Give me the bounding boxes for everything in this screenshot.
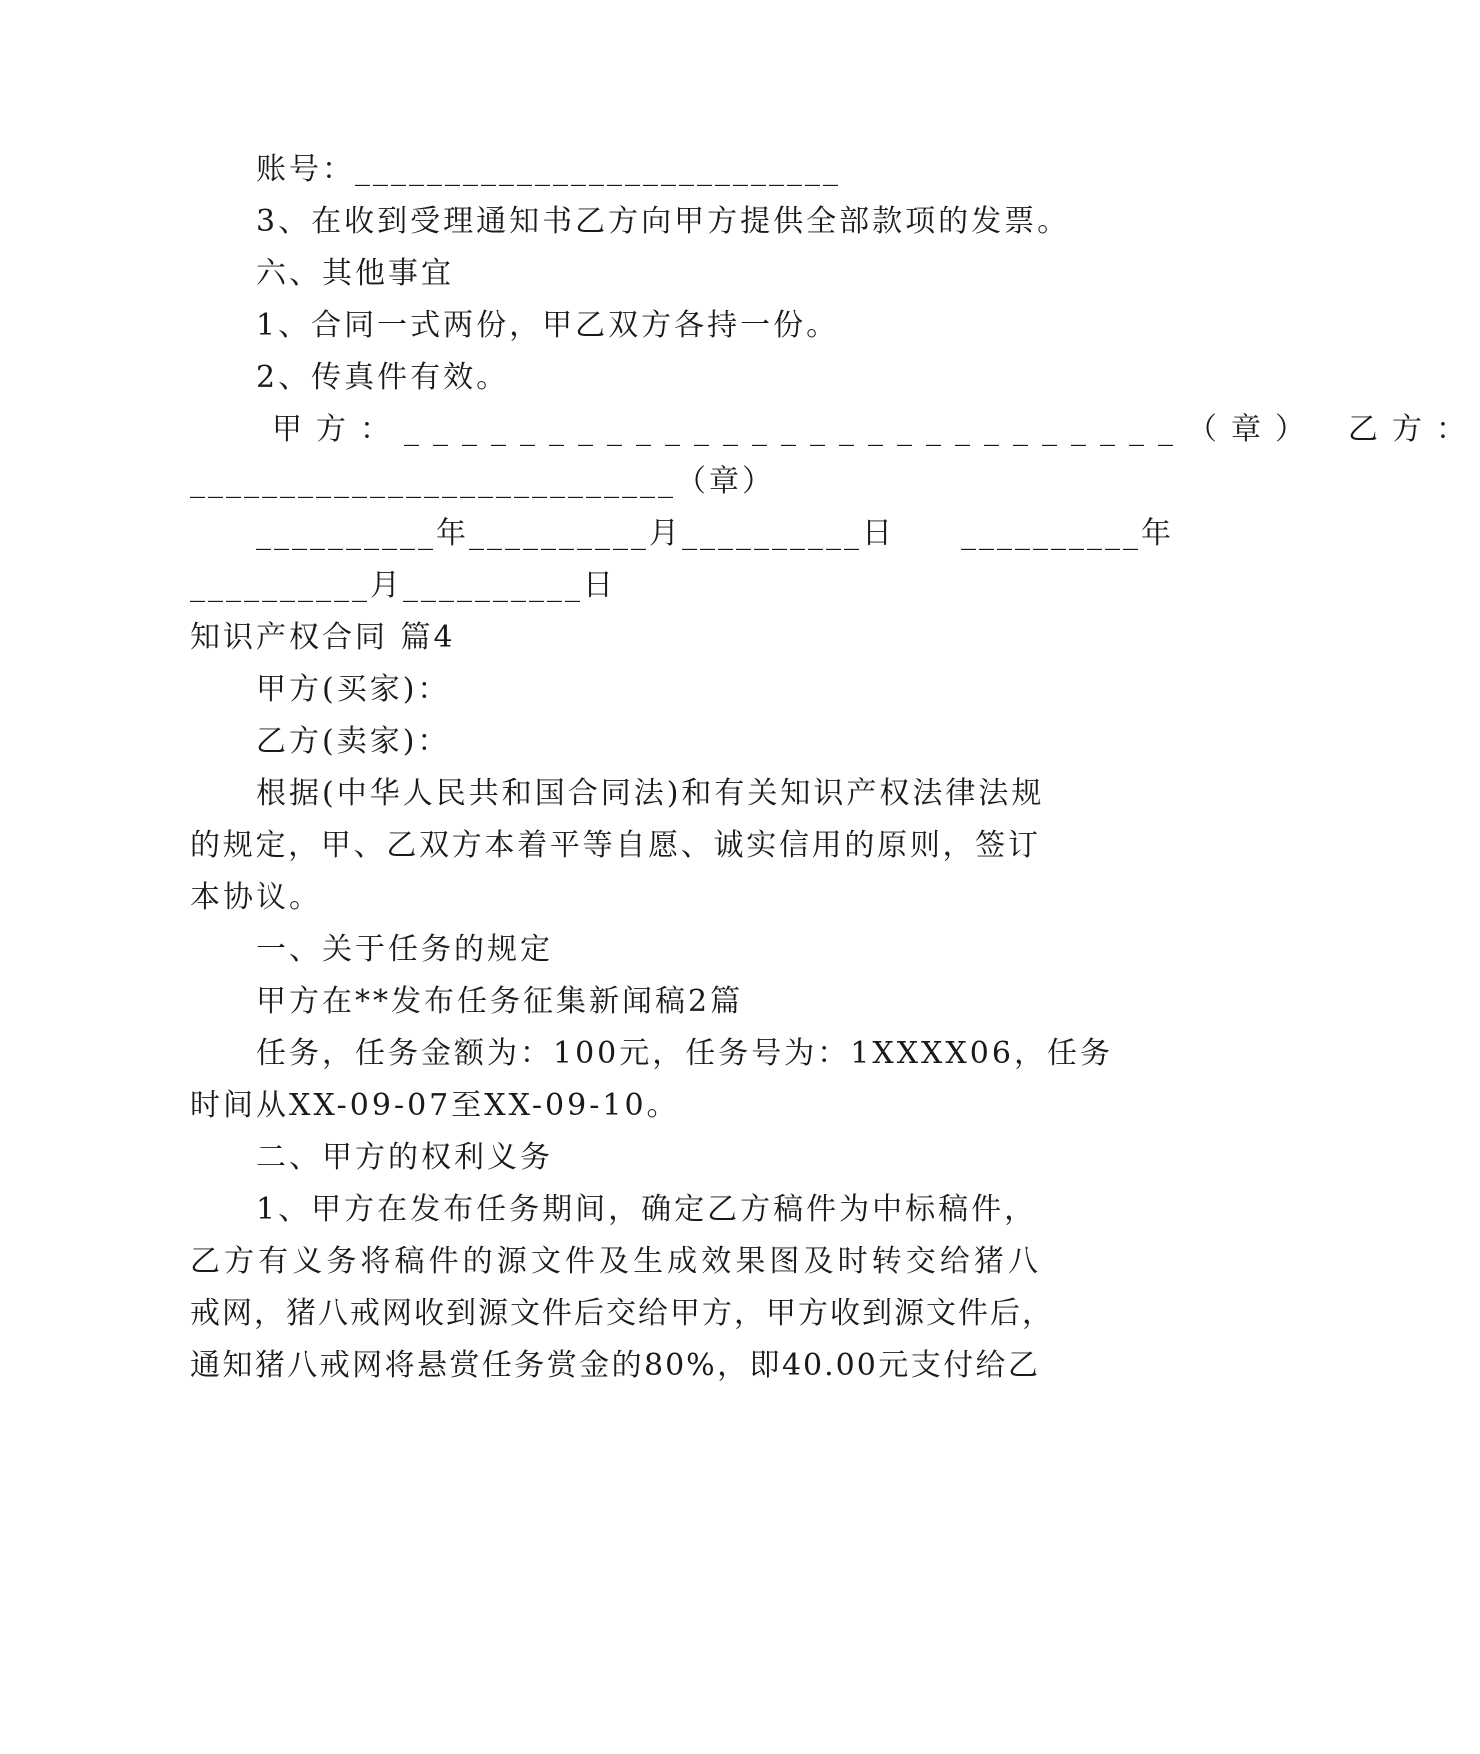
section-heading-party-a-rights: 二、甲方的权利义务 [256,1140,553,1175]
rights-line-4: 通知猪八戒网将悬赏任务赏金的80%，即40.00元支付给乙 [190,1348,1040,1383]
section-heading-task: 一、关于任务的规定 [256,932,553,967]
task-line-1: 甲方在**发布任务征集新闻稿2篇 [256,984,744,1019]
signature-line-party-a: 甲方：___________________________（章） 乙方： [272,412,1480,447]
account-number-line: 账号：___________________________ [256,152,841,187]
rights-line-1: 1、甲方在发布任务期间，确定乙方稿件为中标稿件， [256,1192,1038,1227]
preamble-line-1: 根据(中华人民共和国合同法)和有关知识产权法律法规 [256,776,1045,811]
fax-clause: 2、传真件有效。 [256,360,510,395]
rights-line-3: 戒网，猪八戒网收到源文件后交给甲方，甲方收到源文件后， [190,1296,1054,1331]
date-line-1: __________年__________月__________日 __________年 [256,516,1174,551]
preamble-line-3: 本协议。 [190,880,322,915]
date-line-2: __________月__________日 [190,568,616,603]
contract-title: 知识产权合同 篇4 [190,620,456,655]
copies-clause: 1、合同一式两份，甲乙双方各持一份。 [256,308,840,343]
preamble-line-2: 的规定，甲、乙双方本着平等自愿、诚实信用的原则，签订 [190,828,1040,863]
party-b-seller: 乙方(卖家)： [256,724,451,759]
task-line-3: 时间从XX-09-07至XX-09-10。 [190,1088,680,1123]
task-line-2: 任务，任务金额为：100元，任务号为：1XXXX06，任务 [256,1036,1113,1071]
signature-line-party-b: ___________________________（章） [190,464,775,499]
section-heading-other-matters: 六、其他事宜 [256,256,454,291]
party-a-buyer: 甲方(买家)： [256,672,451,707]
rights-line-2: 乙方有义务将稿件的源文件及生成效果图及时转交给猪八 [190,1244,1040,1279]
invoice-clause: 3、在收到受理通知书乙方向甲方提供全部款项的发票。 [256,204,1071,239]
